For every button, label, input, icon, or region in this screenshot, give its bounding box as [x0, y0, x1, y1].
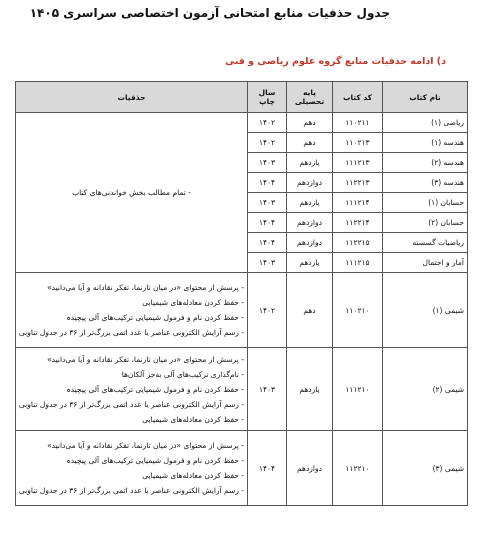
removals-cell	[16, 348, 248, 431]
table-row-chemistry-3	[16, 431, 468, 506]
print-year: ۱۴۰۳	[248, 153, 287, 173]
book-code: ۱۱۲۲۱۵	[333, 233, 383, 253]
removal-item: - رسم آرایش الکترونی عناصر با عدد اتمی بزرگ‌تر از ۳۶ در جدول تناوبی	[18, 328, 244, 337]
header-removals: حذفیات	[16, 82, 248, 113]
book-grade: دوازدهم	[287, 233, 333, 253]
book-code: ۱۱۱۲۱۳	[333, 153, 383, 173]
book-code: ۱۱۰۲۱۱	[333, 113, 383, 133]
common-removal-cell: - تمام مطالب بخش خواندنی‌های کتاب	[16, 113, 248, 273]
removal-item: - پرسش از محتوای «در میان تارنما، تفکر نقادانه و آیا می‌دانید»	[47, 441, 244, 450]
header-year: سال چاپ	[248, 82, 287, 113]
print-year: ۱۴۰۳	[248, 193, 287, 213]
print-year: ۱۴۰۴	[248, 173, 287, 193]
header-code: کد کتاب	[333, 82, 383, 113]
book-grade: دوازدهم	[287, 213, 333, 233]
table-row-chemistry-2	[16, 348, 468, 431]
table-header-row	[16, 82, 468, 113]
header-grade: پایه تحصیلی	[287, 82, 333, 113]
print-year: ۱۴۰۲	[248, 133, 287, 153]
table-row-chemistry-1	[16, 273, 468, 348]
book-name: ریاضی (۱)	[383, 113, 468, 133]
book-grade: دهم	[287, 133, 333, 153]
book-name: حسابان (۱)	[383, 193, 468, 213]
print-year: ۱۴۰۲	[248, 113, 287, 133]
print-year: ۱۴۰۳	[248, 253, 287, 273]
removals-table	[15, 81, 468, 506]
book-grade: دوازدهم	[287, 431, 333, 506]
book-name: آمار و احتمال	[383, 253, 468, 273]
book-name: ریاضیات گسسته	[383, 233, 468, 253]
removal-item: - حفظ کردن نام و فرمول شیمیایی ترکیب‌های آلی پیچیده	[66, 313, 244, 322]
book-name: هندسه (۲)	[383, 153, 468, 173]
book-grade: یازدهم	[287, 193, 333, 213]
book-code: ۱۱۲۲۱۳	[333, 173, 383, 193]
book-code: ۱۱۱۲۱۵	[333, 253, 383, 273]
book-code: ۱۱۱۲۱۴	[333, 193, 383, 213]
book-grade: یازدهم	[287, 153, 333, 173]
book-code: ۱۱۰۲۱۳	[333, 133, 383, 153]
book-grade: دوازدهم	[287, 173, 333, 193]
print-year: ۱۴۰۴	[248, 233, 287, 253]
book-name: شیمی (۱)	[383, 273, 468, 348]
book-name: حسابان (۲)	[383, 213, 468, 233]
removal-item: - حفظ کردن معادله‌های شیمیایی	[142, 414, 244, 424]
book-grade: دهم	[287, 273, 333, 348]
book-name: شیمی (۲)	[383, 348, 468, 431]
removal-item: - حفظ کردن معادله‌های شیمیایی	[142, 471, 244, 480]
book-name: هندسه (۳)	[383, 173, 468, 193]
book-code: ۱۱۱۲۱۰	[333, 348, 383, 431]
page-title: جدول حذفیات منابع امتحانی آزمون اختصاصی سراسری ۱۴۰۵	[29, 6, 390, 20]
removal-item: - حفظ کردن نام و فرمول شیمیایی ترکیب‌های آلی پیچیده	[66, 384, 244, 394]
book-grade: یازدهم	[287, 348, 333, 431]
removal-item: - نام‌گذاری ترکیب‌های آلی به‌جز آلکان‌ها	[121, 369, 244, 379]
removals-cell	[16, 431, 248, 506]
table-row	[16, 113, 468, 133]
section-subtitle: د) ادامه حذفیات منابع گروه علوم ریاضی و فنی	[225, 56, 446, 67]
print-year: ۱۴۰۴	[248, 431, 287, 506]
removal-item: - رسم آرایش الکترونی عناصر با عدد اتمی بزرگ‌تر از ۳۶ در جدول تناوبی	[18, 399, 244, 409]
removal-item: - رسم آرایش الکترونی عناصر با عدد اتمی بزرگ‌تر از ۳۶ در جدول تناوبی	[18, 486, 244, 495]
book-code: ۱۱۰۲۱۰	[333, 273, 383, 348]
print-year: ۱۴۰۳	[248, 348, 287, 431]
removal-item: - حفظ کردن نام و فرمول شیمیایی ترکیب‌های آلی پیچیده	[66, 456, 244, 465]
removals-cell	[16, 273, 248, 348]
print-year: ۱۴۰۲	[248, 273, 287, 348]
header-book: نام کتاب	[383, 82, 468, 113]
removal-item: - پرسش از محتوای «در میان تارنما، تفکر نقادانه و آیا می‌دانید»	[47, 283, 244, 292]
book-code: ۱۱۲۲۱۴	[333, 213, 383, 233]
book-name: شیمی (۳)	[383, 431, 468, 506]
book-name: هندسه (۱)	[383, 133, 468, 153]
book-code: ۱۱۲۲۱۰	[333, 431, 383, 506]
book-grade: یازدهم	[287, 253, 333, 273]
print-year: ۱۴۰۴	[248, 213, 287, 233]
removal-item: - پرسش از محتوای «در میان تارنما، تفکر نقادانه و آیا می‌دانید»	[47, 354, 244, 364]
removal-item: - حفظ کردن معادله‌های شیمیایی	[142, 298, 244, 307]
book-grade: دهم	[287, 113, 333, 133]
